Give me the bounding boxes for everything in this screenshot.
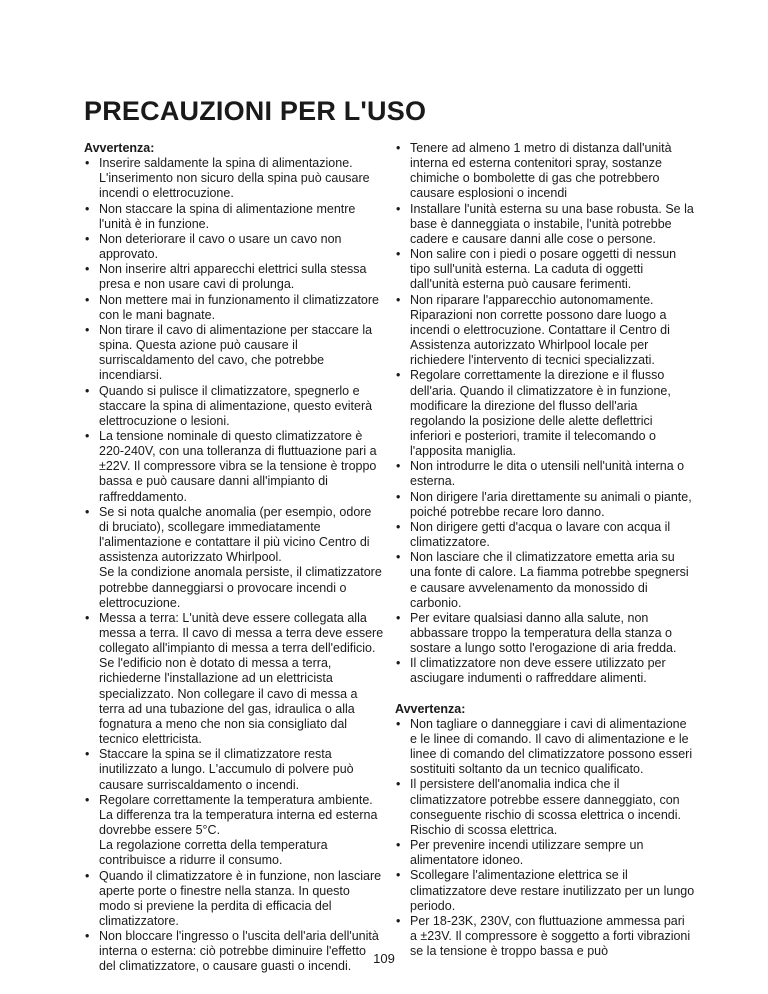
list-item: • Per evitare qualsiasi danno alla salute, non abbassare troppo la temperatura della stanza o sostare a lungo sotto l'erogazione di aria fredda. xyxy=(395,611,695,656)
list-item: • Non staccare la spina di alimentazione mentre l'unità è in funzione. xyxy=(84,202,384,232)
list-item: • Se si nota qualche anomalia (per esempio, odore di bruciato), scollegare immediatamente l'alimentazione e contattare il più vicino Centro di assistenza autorizzato Whirlpool. Se la condizione anomala persiste, il climatizzatore potrebbe danneggiarsi o provocare incendi o elettrocuzione. xyxy=(84,505,384,611)
list-item: • Per 18-23K, 230V, con fluttuazione ammessa pari a ±23V. Il compressore è soggetto a forti vibrazioni se la tensione è troppo bassa e può xyxy=(395,914,695,959)
list-item: • Quando il climatizzatore è in funzione, non lasciare aperte porte o finestre nella stanza. In questo modo si previene la perdita di efficacia del climatizzatore. xyxy=(84,869,384,930)
list-item: • Messa a terra: L'unità deve essere collegata alla messa a terra. Il cavo di messa a terra deve essere collegato all'impianto di messa a terra dell'edificio. Se l'edificio non è dotato di messa a terra, richiederne l'installazione ad un elettricista specializzato. Non collegare il cavo di messa a terra ad una tubazione del gas, idraulica o alla fognatura a meno che non sia consigliato dal tecnico elettricista. xyxy=(84,611,384,747)
list-item: • Non salire con i piedi o posare oggetti di nessun tipo sull'unità esterna. La caduta di oggetti dall'unità esterna può causare ferimenti. xyxy=(395,247,695,292)
list-item: • Il climatizzatore non deve essere utilizzato per asciugare indumenti o raffreddare alimenti. xyxy=(395,656,695,686)
list-item: • La tensione nominale di questo climatizzatore è 220-240V, con una tolleranza di fluttuazione pari a ±22V. Il compressore vibra se la tensione è troppo bassa e può causare danni all'impianto di raffreddamento. xyxy=(84,429,384,505)
warning-list xyxy=(84,156,384,974)
section-spacer xyxy=(395,687,695,702)
list-item: • Regolare correttamente la direzione e il flusso dell'aria. Quando il climatizzatore è in funzione, modificare la direzione del flusso dell'aria regolando la posizione delle alette deflettrici inferiori e posteriori, tramite il telecomando o l'apposita maniglia. xyxy=(395,368,695,459)
precaution-list xyxy=(395,141,695,687)
list-item: • Staccare la spina se il climatizzatore resta inutilizzato a lungo. L'accumulo di polvere può causare surriscaldamento o incendi. xyxy=(84,747,384,792)
list-item: • Non dirigere l'aria direttamente su animali o piante, poiché potrebbe recare loro danno. xyxy=(395,490,695,520)
list-item: • Non riparare l'apparecchio autonomamente. Riparazioni non corrette possono dare luogo a incendi o elettrocuzione. Contattare il Centro di Assistenza autorizzato Whirlpool locale per richiedere l'intervento di tecnici specializzati. xyxy=(395,293,695,369)
list-item: • Non inserire altri apparecchi elettrici sulla stessa presa e non usare cavi di prolunga. xyxy=(84,262,384,292)
list-item: • Non introdurre le dita o utensili nell'unità interna o esterna. xyxy=(395,459,695,489)
list-item: • Scollegare l'alimentazione elettrica se il climatizzatore deve restare inutilizzato per un lungo periodo. xyxy=(395,868,695,913)
page-number: 109 xyxy=(373,951,395,966)
list-item: • Non mettere mai in funzionamento il climatizzatore con le mani bagnate. xyxy=(84,293,384,323)
list-item: • Non deteriorare il cavo o usare un cavo non approvato. xyxy=(84,232,384,262)
right-column xyxy=(395,141,695,959)
list-item-continuation: La regolazione corretta della temperatura contribuisce a ridurre il consumo. xyxy=(99,838,328,868)
list-item: • Il persistere dell'anomalia indica che il climatizzatore potrebbe essere danneggiato, con conseguente rischio di scossa elettrica o incendi. Rischio di scossa elettrica. xyxy=(395,777,695,838)
list-item: • Inserire saldamente la spina di alimentazione. L'inserimento non sicuro della spina può causare incendi o elettrocuzione. xyxy=(84,156,384,201)
list-item: • Regolare correttamente la temperatura ambiente. La differenza tra la temperatura interna ed esterna dovrebbe essere 5°C. La regolazione corretta della temperatura contribuisce a ridurre il consumo. xyxy=(84,793,384,869)
list-item: • Non tagliare o danneggiare i cavi di alimentazione e le linee di comando. Il cavo di alimentazione e le linee di comando del climatizzatore possono esseri sostituiti soltanto da un tecnico qualificato. xyxy=(395,717,695,778)
warning-heading: Avvertenza: xyxy=(84,141,155,155)
list-item: • Installare l'unità esterna su una base robusta. Se la base è danneggiata o instabile, l'unità potrebbe cadere e causare danni alle cose o persone. xyxy=(395,202,695,247)
list-item-continuation: Se la condizione anomala persiste, il climatizzatore potrebbe danneggiarsi o provocare incendi o elettrocuzione. xyxy=(99,565,382,610)
warning-list-2 xyxy=(395,717,695,960)
list-item: • Per prevenire incendi utilizzare sempre un alimentatore idoneo. xyxy=(395,838,695,868)
left-column xyxy=(84,141,384,975)
list-item: • Tenere ad almeno 1 metro di distanza dall'unità interna ed esterna contenitori spray, sostanze chimiche o bombolette di gas che potrebbero causare esplosioni o incendi xyxy=(395,141,695,202)
list-item: • Non dirigere getti d'acqua o lavare con acqua il climatizzatore. xyxy=(395,520,695,550)
list-item: • Non lasciare che il climatizzatore emetta aria su una fonte di calore. La fiamma potrebbe spegnersi e causare avvelenamento da monossido di carbonio. xyxy=(395,550,695,611)
list-item: • Non tirare il cavo di alimentazione per staccare la spina. Questa azione può causare il surriscaldamento del cavo, che potrebbe incendiarsi. xyxy=(84,323,384,384)
list-item: • Non bloccare l'ingresso o l'uscita dell'aria dell'unità interna o esterna: ciò potrebbe diminuire l'effetto del climatizzatore, o causare guasti o incendi. xyxy=(84,929,384,974)
warning-heading-2: Avvertenza: xyxy=(395,701,466,716)
list-item: • Quando si pulisce il climatizzatore, spegnerlo e staccare la spina di alimentazione, questo eviterà elettrocuzione o lesioni. xyxy=(84,384,384,429)
page-title: PRECAUZIONI PER L'USO xyxy=(84,96,427,126)
